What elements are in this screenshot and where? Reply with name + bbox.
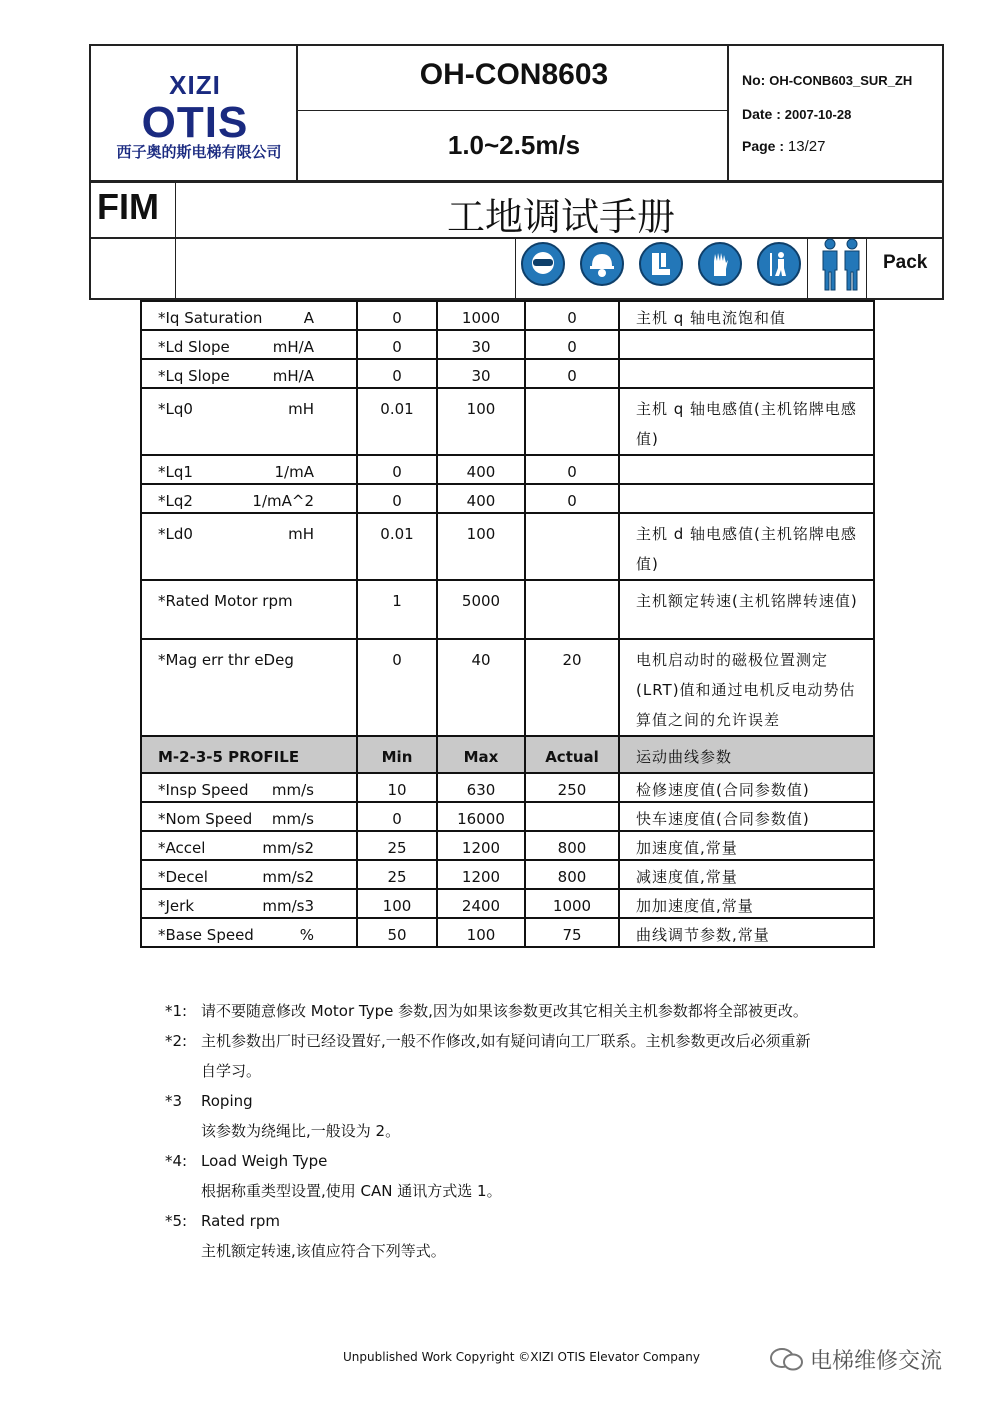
param-unit: % [299,926,314,944]
logo-otis: OTIS [141,98,249,147]
param-min: Min [357,736,437,773]
param-min: 0 [357,455,437,484]
param-name-cell [141,359,357,388]
param-name-cell [141,773,357,802]
param-min: 1 [357,580,437,639]
param-description: 运动曲线参数 [619,736,874,773]
param-name-cell [141,802,357,831]
param-max: 30 [437,330,525,359]
param-description: 检修速度值(合同参数值) [619,773,874,802]
doc-title: OH-CON8603 [419,58,609,91]
param-actual: 0 [525,484,619,513]
param-name-cell [141,388,357,455]
helmet-icon [580,242,624,286]
param-description: 快车速度值(合同参数值) [619,802,874,831]
doc-number: No: OH-CONB603_SUR_ZH [742,72,913,88]
param-unit: 1/mA^2 [252,492,314,510]
table-row [141,889,874,918]
param-unit: mm/s3 [262,897,314,915]
param-name-cell [141,484,357,513]
param-max: 40 [437,639,525,736]
param-actual: 0 [525,455,619,484]
table-row [141,918,874,947]
param-min: 50 [357,918,437,947]
param-actual: 0 [525,359,619,388]
param-unit: mH [288,525,314,543]
param-unit: mH [288,400,314,418]
param-actual: 75 [525,918,619,947]
param-name-cell [141,831,357,860]
param-actual: 250 [525,773,619,802]
param-name: *Ld0 [158,525,193,543]
param-description [619,455,874,484]
param-name-cell [141,330,357,359]
speed-range: 1.0~2.5m/s [447,130,581,160]
param-description: 主机额定转速(主机铭牌转速值) [619,580,874,639]
note-5-text: 主机额定转速,该值应符合下列等式。 [201,1242,446,1260]
fim-label: FIM [97,186,159,227]
company-name: 西子奥的斯电梯有限公司 [116,143,282,161]
param-unit: mm/s [271,810,314,828]
param-max: 2400 [437,889,525,918]
table-row [141,831,874,860]
param-description: 电机启动时的磁极位置测定(LRT)值和通过电机反电动势估算值之间的允许误差 [619,639,874,736]
doc-page: Page : 13/27 [742,138,826,155]
pack-label: Pack [883,252,928,273]
param-description [619,484,874,513]
param-max: 1000 [437,301,525,330]
param-max: 100 [437,388,525,455]
param-min: 0 [357,484,437,513]
table-row [141,388,874,455]
table-row [141,513,874,580]
param-actual: 20 [525,639,619,736]
note-1: *1: 请不要随意修改 Motor Type 参数,因为如果该参数更改其它相关主机参数都将全部被更改。 [165,1002,808,1020]
note-2-continued: 自学习。 [201,1062,262,1080]
param-min: 0.01 [357,388,437,455]
param-description: 曲线调节参数,常量 [619,918,874,947]
param-max: 16000 [437,802,525,831]
param-unit: A [303,309,314,327]
safety-icons [521,242,801,286]
param-max: 400 [437,455,525,484]
param-min: 0 [357,802,437,831]
param-min: 0 [357,639,437,736]
table-row [141,359,874,388]
note-4-text: 根据称重类型设置,使用 CAN 通讯方式选 1。 [201,1182,502,1200]
table-row [141,484,874,513]
table-row [141,773,874,802]
param-actual [525,388,619,455]
param-actual: 0 [525,301,619,330]
param-name: *Mag err thr eDeg [158,651,294,669]
param-max: 1200 [437,831,525,860]
doc-date: Date : 2007-10-28 [742,106,852,122]
param-actual: 800 [525,860,619,889]
copyright-footer: Unpublished Work Copyright ©XIZI OTIS Elevator Company [343,1350,700,1364]
table-row [141,860,874,889]
param-description: 主机 d 轴电感值(主机铭牌电感值) [619,513,874,580]
table-row [141,639,874,736]
notes [165,996,945,1266]
param-max: 1200 [437,860,525,889]
param-name-cell [141,455,357,484]
note-2: *2: 主机参数出厂时已经设置好,一般不作修改,如有疑问请向工厂联系。主机参数更改后必须重新 [165,1032,811,1050]
note-4: *4: Load Weigh Type [165,1152,328,1170]
param-max: Max [437,736,525,773]
parameter-table [140,300,875,948]
param-min: 0 [357,359,437,388]
param-name: *Ld Slope [158,338,230,356]
note-5: *5: Rated rpm [165,1212,280,1230]
chat-bubble-icon [770,1347,804,1373]
param-max: 30 [437,359,525,388]
gloves-icon [698,242,742,286]
param-min: 10 [357,773,437,802]
param-description: 减速度值,常量 [619,860,874,889]
param-actual: 0 [525,330,619,359]
param-actual: 800 [525,831,619,860]
goggles-icon [521,242,565,286]
param-unit: 1/mA [274,463,314,481]
param-max: 100 [437,513,525,580]
param-name: *Accel [158,839,206,857]
param-max: 5000 [437,580,525,639]
param-min: 25 [357,831,437,860]
param-name: *Insp Speed [158,781,249,799]
param-name: *Nom Speed [158,810,253,828]
table-row [141,802,874,831]
table-section-header [141,736,874,773]
param-unit: mm/s [271,781,314,799]
param-min: 0 [357,330,437,359]
param-name-cell [141,580,357,639]
work-clothes-icon [818,238,864,296]
param-description: 主机 q 轴电流饱和值 [619,301,874,330]
param-description: 主机 q 轴电感值(主机铭牌电感值) [619,388,874,455]
param-min: 100 [357,889,437,918]
param-actual [525,580,619,639]
param-name-cell [141,736,357,773]
param-name-cell [141,860,357,889]
param-actual: Actual [525,736,619,773]
param-unit: mm/s2 [262,839,314,857]
param-min: 0 [357,301,437,330]
param-unit: mm/s2 [262,868,314,886]
param-name-cell [141,513,357,580]
param-unit: mH/A [272,367,314,385]
param-name: *Lq Slope [158,367,230,385]
param-name: *Decel [158,868,208,886]
param-name-cell [141,889,357,918]
param-unit: mH/A [272,338,314,356]
harness-icon [757,242,801,286]
param-min: 25 [357,860,437,889]
param-name: *Iq Saturation [158,309,263,327]
param-actual [525,513,619,580]
param-description: 加速度值,常量 [619,831,874,860]
manual-title: 工地调试手册 [446,195,675,239]
param-name: *Base Speed [158,926,254,944]
table-row [141,330,874,359]
note-3: *3 Roping [165,1092,253,1110]
param-name: *Lq2 [158,492,193,510]
param-max: 100 [437,918,525,947]
param-name: *Lq1 [158,463,193,481]
param-name: *Lq0 [158,400,193,418]
document-header [89,44,944,300]
param-description [619,330,874,359]
param-name-cell [141,918,357,947]
logo-xizi: XIZI [169,70,221,100]
table-row [141,580,874,639]
table-row [141,455,874,484]
param-max: 630 [437,773,525,802]
param-name: M-2-3-5 PROFILE [158,748,300,766]
param-name-cell [141,639,357,736]
table-row [141,301,874,330]
param-max: 400 [437,484,525,513]
param-name-cell [141,301,357,330]
parameter-table-body [141,301,874,947]
note-3-text: 该参数为绕绳比,一般设为 2。 [201,1122,401,1140]
param-min: 0.01 [357,513,437,580]
param-name: *Rated Motor rpm [158,592,293,610]
param-description [619,359,874,388]
param-name: *Jerk [158,897,195,915]
param-description: 加加速度值,常量 [619,889,874,918]
safety-boots-icon [639,242,683,286]
param-actual [525,802,619,831]
watermark: 电梯维修交流 [770,1344,942,1375]
param-actual: 1000 [525,889,619,918]
